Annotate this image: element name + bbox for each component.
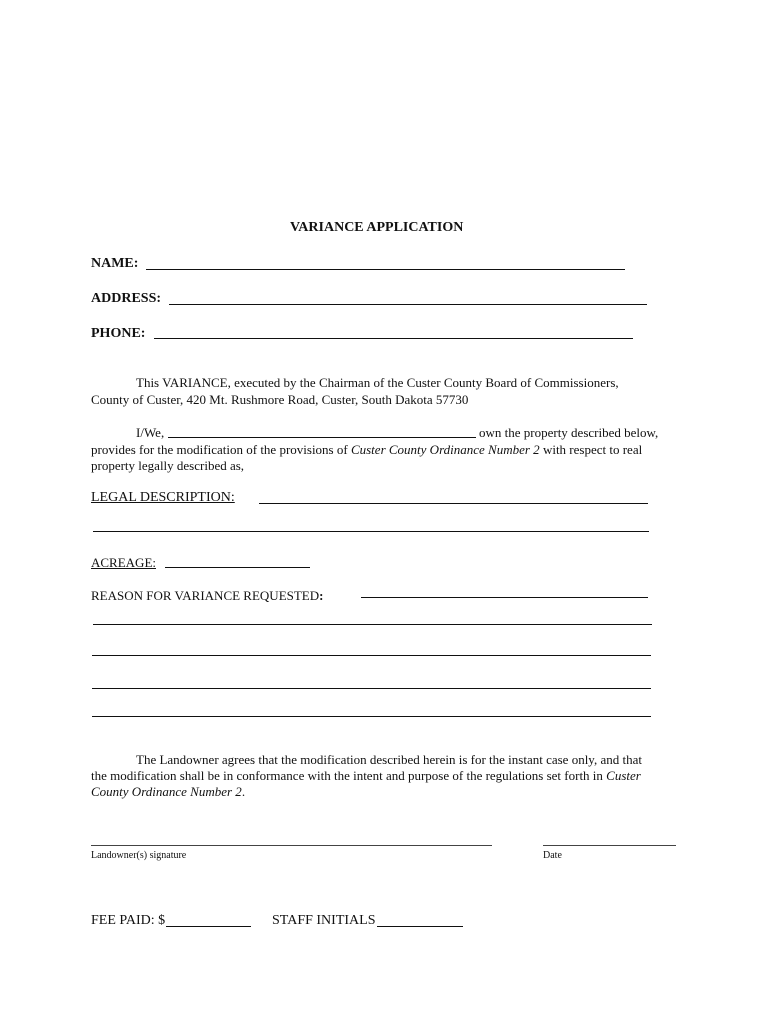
date-label: Date: [543, 850, 562, 861]
reason-label: REASON FOR VARIANCE REQUESTED:: [91, 588, 324, 603]
owner-names-field[interactable]: [168, 437, 476, 438]
legal-description-field[interactable]: [259, 503, 648, 504]
own-property-text: own the property described below,: [479, 425, 659, 440]
intro-line-1: This VARIANCE, executed by the Chairman of the Custer County Board of Commissioners,: [136, 375, 619, 390]
address-field[interactable]: [169, 304, 647, 305]
staff-initials-label: STAFF INITIALS: [272, 913, 376, 928]
owner-statement-line-3: property legally described as,: [91, 458, 245, 473]
phone-label: PHONE:: [91, 326, 146, 341]
reason-field-line-3[interactable]: [92, 655, 651, 656]
landowner-signature-field[interactable]: [91, 845, 492, 846]
fee-paid-field[interactable]: [166, 926, 251, 927]
agreement-line-2: the modification shall be in conformance with the intent and purpose of the regulations set forth in Custer: [91, 768, 641, 783]
date-field[interactable]: [543, 845, 676, 846]
fee-paid-label: FEE PAID: $: [91, 913, 166, 928]
reason-field-line-2[interactable]: [93, 624, 652, 625]
reason-field-line-5[interactable]: [92, 716, 651, 717]
legal-description-label: LEGAL DESCRIPTION:: [91, 490, 235, 505]
agreement-line-3: County Ordinance Number 2.: [91, 784, 246, 799]
landowner-signature-label: Landowner(s) signature: [91, 850, 187, 861]
intro-line-2: County of Custer, 420 Mt. Rushmore Road, Custer, South Dakota 57730: [91, 392, 469, 407]
acreage-field[interactable]: [165, 567, 310, 568]
phone-field[interactable]: [154, 338, 633, 339]
legal-description-field-line-2[interactable]: [93, 531, 649, 532]
iwe-label: I/We,: [136, 425, 165, 440]
name-label: NAME:: [91, 256, 139, 271]
reason-field-line-4[interactable]: [92, 688, 651, 689]
name-field[interactable]: [146, 269, 625, 270]
staff-initials-field[interactable]: [377, 926, 463, 927]
address-label: ADDRESS:: [91, 291, 162, 306]
reason-field[interactable]: [361, 597, 648, 598]
owner-statement-line-2: provides for the modification of the provisions of Custer County Ordinance Number 2 with respect to real: [91, 442, 643, 457]
page-title: VARIANCE APPLICATION: [290, 220, 464, 235]
agreement-line-1: The Landowner agrees that the modification described herein is for the instant case only, and that: [136, 752, 642, 767]
acreage-label: ACREAGE:: [91, 555, 156, 570]
